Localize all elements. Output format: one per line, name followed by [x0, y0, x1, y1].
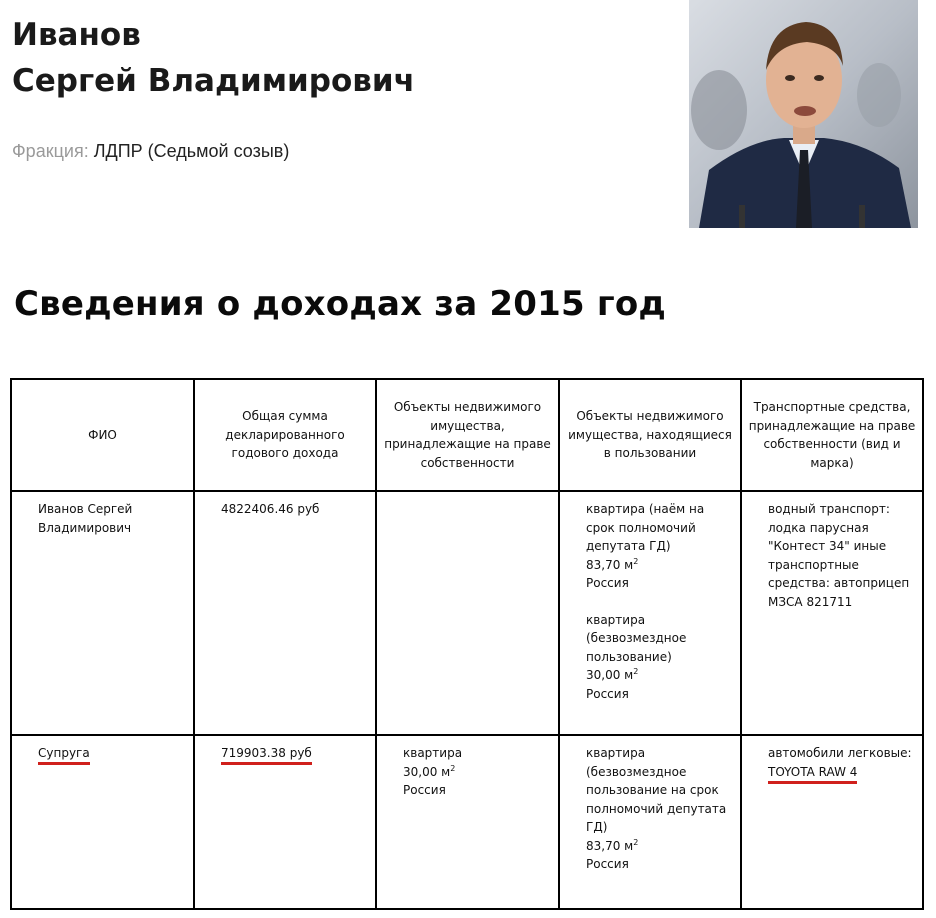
area-superscript: 2 [633, 556, 639, 566]
section-title: Сведения о доходах за 2015 год [14, 284, 667, 324]
used-type: квартира (безвозмездное пользование) [586, 612, 687, 664]
used-type: квартира (безвозмездное пользование на срок полномочий депутата ГД) [586, 746, 727, 834]
cell-fio [11, 491, 194, 735]
table-row [11, 491, 923, 735]
income-table [10, 378, 924, 910]
cell-fio [11, 735, 194, 909]
cell-owned [376, 735, 559, 909]
cell-transport [741, 735, 923, 909]
cell-income [194, 491, 376, 735]
owned-type: квартира [403, 746, 463, 760]
fio-text: Иванов Сергей Владимирович [38, 502, 133, 535]
faction-value: ЛДПР (Седьмой созыв) [93, 141, 290, 161]
owned-country: Россия [403, 783, 446, 797]
header-used-property: Объекты недвижимого имущества, находящиеся в пользовании [559, 379, 741, 491]
used-country: Россия [586, 576, 629, 590]
faction-label: Фракция: [12, 141, 89, 161]
cell-transport [741, 491, 923, 735]
deputy-photo [689, 0, 918, 228]
table-row [11, 735, 923, 909]
used-area: 83,70 м [586, 838, 634, 853]
cell-used [559, 735, 741, 909]
header-transport: Транспортные средства, принадлежащие на праве собственности (вид и марка) [741, 379, 923, 491]
transport-text: водный транспорт: лодка парусная "Контест 34" иные транспортные средства: автоприцеп МЗСА 821711 [768, 502, 910, 609]
table-header-row [11, 379, 923, 491]
faction-line [12, 141, 289, 162]
used-area: 83,70 м [586, 557, 634, 572]
income-text: 719903.38 руб [221, 745, 312, 765]
cell-used [559, 491, 741, 735]
area-superscript: 2 [633, 837, 639, 847]
transport-intro: автомобили легковые: [768, 746, 912, 760]
deputy-last-name: Иванов [12, 17, 141, 53]
used-country: Россия [586, 686, 629, 701]
used-country: Россия [586, 857, 629, 871]
deputy-first-middle-name: Сергей Владимирович [12, 63, 415, 99]
portrait-image [689, 0, 918, 228]
header-fio: ФИО [11, 379, 194, 491]
owned-area: 30,00 м [403, 764, 451, 779]
transport-model: TOYOTA RAW 4 [768, 764, 857, 784]
header-owned-property: Объекты недвижимого имущества, принадлежащие на праве собственности [376, 379, 559, 491]
used-area: 30,00 м [586, 668, 634, 682]
used-type: квартира (наём на срок полномочий депутата ГД) [586, 502, 705, 553]
cell-owned [376, 491, 559, 735]
fio-text: Супруга [38, 745, 90, 765]
deputy-name [12, 12, 415, 104]
income-text: 4822406.46 руб [221, 502, 320, 516]
cell-income [194, 735, 376, 909]
header-income: Общая сумма декларированного годового дохода [194, 379, 376, 491]
area-superscript: 2 [450, 763, 456, 773]
area-superscript: 2 [633, 667, 639, 676]
